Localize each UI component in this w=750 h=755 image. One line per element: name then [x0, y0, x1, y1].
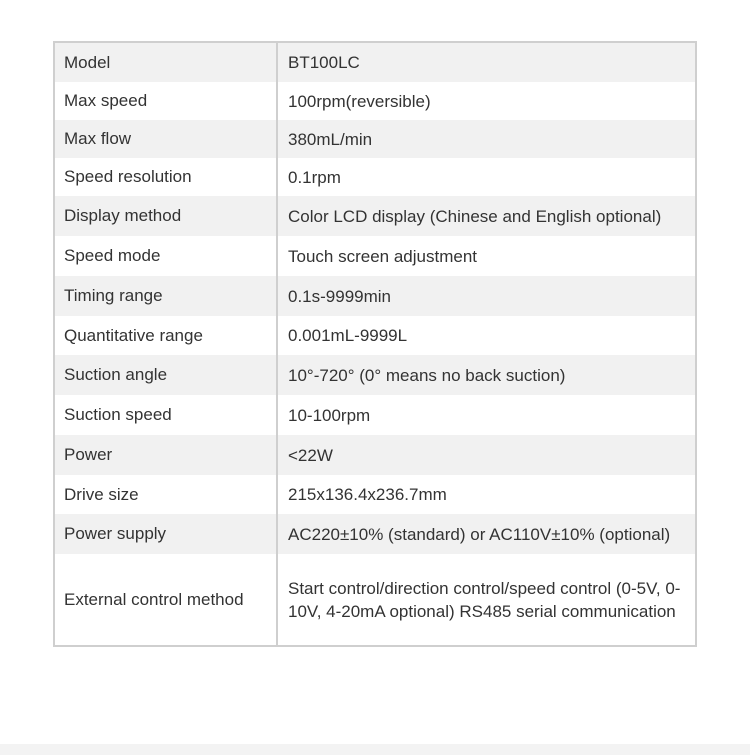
spec-value: BT100LC: [288, 53, 360, 72]
spec-value: 10°-720° (0° means no back suction): [288, 365, 566, 385]
spec-label: Suction speed: [55, 395, 278, 435]
spec-value: Start control/direction control/speed control (0-5V, 0-10V, 4-20mA optional) RS485 serial communication: [288, 578, 681, 621]
spec-value: 100rpm(reversible): [288, 91, 431, 111]
spec-label: Power supply: [55, 514, 278, 554]
spec-label: Quantitative range: [55, 316, 278, 355]
spec-label: Drive size: [55, 475, 278, 514]
spec-value: Color LCD display (Chinese and English optional): [288, 206, 662, 226]
table-row: [55, 158, 695, 196]
spec-value: 215x136.4x236.7mm: [288, 485, 447, 504]
spec-label: Max flow: [55, 120, 278, 158]
table-row: [55, 355, 695, 395]
table-row: [55, 395, 695, 435]
spec-label: Suction angle: [55, 355, 278, 395]
spec-value: 0.1rpm: [288, 167, 341, 187]
spec-label: Speed mode: [55, 236, 278, 276]
table-row: [55, 554, 695, 645]
spec-value: 10-100rpm: [288, 405, 371, 425]
spec-value: <22W: [288, 445, 333, 465]
spec-value: 0.001mL-9999L: [288, 326, 408, 345]
table-row: [55, 236, 695, 276]
spec-value: 0.1s-9999min: [288, 286, 392, 306]
spec-table: [53, 41, 697, 647]
table-row: [55, 316, 695, 355]
table-row: [55, 514, 695, 554]
spec-label: Timing range: [55, 276, 278, 316]
spec-label: Speed resolution: [55, 158, 278, 196]
spec-label: External control method: [55, 554, 278, 645]
table-row: [55, 475, 695, 514]
spec-label: Max speed: [55, 82, 278, 120]
spec-label: Power: [55, 435, 278, 475]
table-row: [55, 120, 695, 158]
table-row: [55, 82, 695, 120]
spec-label: Display method: [55, 196, 278, 236]
table-row: [55, 435, 695, 475]
spec-value: Touch screen adjustment: [288, 246, 477, 266]
spec-label: Model: [55, 43, 278, 82]
spec-value: AC220±10% (standard) or AC110V±10% (optional): [288, 524, 671, 544]
table-row: [55, 276, 695, 316]
bottom-divider: [0, 744, 750, 755]
table-row: [55, 196, 695, 236]
spec-value: 380mL/min: [288, 129, 373, 149]
table-row: [55, 43, 695, 82]
